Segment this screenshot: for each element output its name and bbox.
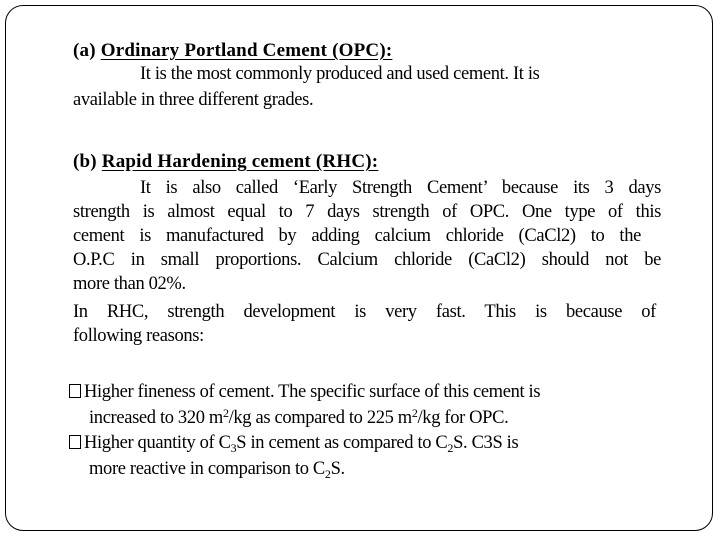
section-a-title: Ordinary Portland Cement (OPC): xyxy=(100,40,393,61)
bullet-2-sub-2: 2 xyxy=(447,441,454,455)
section-b-title: Rapid Hardening cement (RHC): xyxy=(101,151,379,172)
section-b-text-line-3: cement is manufactured by adding calcium chloride (CaCl2) to the xyxy=(73,226,641,246)
reason-intro-line-1: In RHC, strength development is very fast. This is because of xyxy=(73,302,656,322)
section-a-heading xyxy=(73,40,392,62)
bullet-1-sup-1: 2 xyxy=(222,406,229,420)
section-b-text-line-5: more than 02%. xyxy=(73,274,186,294)
bullet-1-text-2c: /kg for OPC. xyxy=(417,408,509,428)
section-b-text-line-1: It is also called ‘Early Strength Cement’ because its 3 days xyxy=(140,178,661,198)
section-b-heading xyxy=(73,151,378,173)
slide xyxy=(5,5,713,531)
bullet-box-icon xyxy=(69,435,81,449)
section-b-text-line-2: strength is almost equal to 7 days strength of OPC. One type of this xyxy=(73,202,661,222)
section-a-text-line-2: available in three different grades. xyxy=(73,90,314,110)
bullet-box-icon xyxy=(69,384,81,398)
reason-intro-line-2: following reasons: xyxy=(73,326,204,346)
bullet-2-text-2a: more reactive in comparison to C xyxy=(89,459,325,479)
bullet-2-text-1a: Higher quantity of C xyxy=(84,433,231,453)
bullet-1-line-2 xyxy=(89,408,508,429)
section-b-marker: (b) xyxy=(73,151,97,172)
bullet-2-text-1c: S. C3S is xyxy=(453,433,519,453)
bullet-2-sub-1: 3 xyxy=(230,441,237,455)
bullet-1-sup-2: 2 xyxy=(411,406,418,420)
bullet-2-text-2b: S. xyxy=(330,459,345,479)
section-a-text-line-1: It is the most commonly produced and used cement. It is xyxy=(140,64,540,84)
bullet-2-line-1 xyxy=(69,433,518,454)
section-a-marker: (a) xyxy=(73,40,96,61)
bullet-2-text-1b: S in cement as compared to C xyxy=(236,433,448,453)
bullet-1-line-1 xyxy=(69,382,540,403)
bullet-1-text-1: Higher fineness of cement. The specific surface of this cement is xyxy=(84,382,541,402)
bullet-2-line-2 xyxy=(89,459,345,480)
section-b-text-line-4: O.P.C in small proportions. Calcium chloride (CaCl2) should not be xyxy=(73,250,661,270)
bullet-1-text-2a: increased to 320 m xyxy=(89,408,223,428)
bullet-1-text-2b: /kg as compared to 225 m xyxy=(228,408,412,428)
bullet-2-sub-3: 2 xyxy=(324,467,331,481)
